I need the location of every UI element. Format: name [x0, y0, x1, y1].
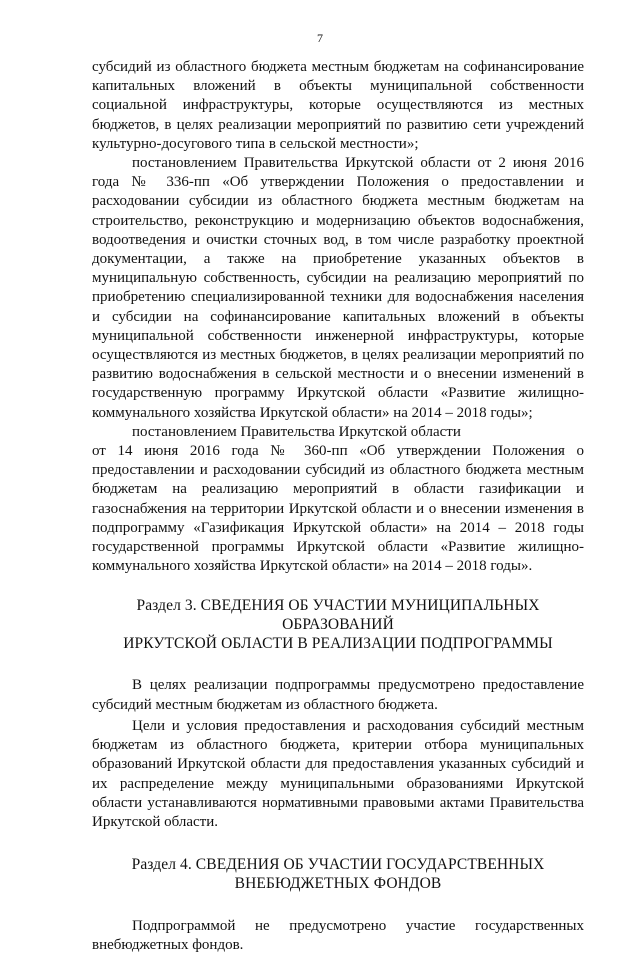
paragraph-resolution-360-line1: постановлением Правительства Иркутской области: [132, 423, 461, 440]
section-4-heading-line1: Раздел 4. СВЕДЕНИЯ ОБ УЧАСТИИ ГОСУДАРСТВЕННЫХ: [131, 856, 545, 874]
section-3-paragraph-2: Цели и условия предоставления и расходования субсидий местным бюджетам из областного бюджета, критерии отбора муниципальных образований Иркутской области для предоставления указанных субсидий и их распределение между муниципальными образованиями Иркутской области устанавливаются нормативными правовыми актами Правительства Иркутской области.: [92, 717, 584, 830]
document-body: [92, 58, 584, 956]
section-3-heading: [92, 596, 584, 653]
paragraph-subsidies-culture: субсидий из областного бюджета местным бюджетам на софинансирование капитальных вложений в объекты муниципальной собственности социальной инфраструктуры, которые осуществляются из местных бюджетов, в целях реализации мероприятий по развитию сети учреждений культурно-досугового типа в сельской местности»;: [92, 59, 584, 152]
section-3-heading-line2: ИРКУТСКОЙ ОБЛАСТИ В РЕАЛИЗАЦИИ ПОДПРОГРАММЫ: [123, 635, 553, 653]
section-3-paragraph-1: В целях реализации подпрограммы предусмотрено предоставление субсидий местным бюджетам из областного бюджета.: [92, 677, 584, 713]
section-3-heading-line1: Раздел 3. СВЕДЕНИЯ ОБ УЧАСТИИ МУНИЦИПАЛЬНЫХ ОБРАЗОВАНИЙ: [136, 597, 540, 634]
section-4-heading-line2: ВНЕБЮДЖЕТНЫХ ФОНДОВ: [234, 875, 442, 893]
page-number: 7: [317, 31, 323, 45]
paragraph-resolution-336: постановлением Правительства Иркутской области от 2 июня 2016 года № 336-пп «Об утверждении Положения о предоставлении и расходовании субсидии из областного бюджета местным бюджетам на строительство, реконструкцию и модернизацию объектов водоснабжения, водоотведения и очистки сточных вод, в том числе разработку проектной документации, а также на приобретение указанных объектов в муниципальную собственность, субсидии на реализацию мероприятий по приобретению специализированной техники для водоснабжения населения и субсидии на софинансирование капитальных вложений в объекты муниципальной собственности инженерной инфраструктуры, которые осуществляются из местных бюджетов, в целях реализации мероприятий по развитию водоснабжения в сельской местности и о внесении изменений в государственную программу Иркутской области «Развитие жилищно-коммунального хозяйства Иркутской области» на 2014 – 2018 годы»;: [92, 155, 584, 421]
paragraph-resolution-360: от 14 июня 2016 года № 360-пп «Об утверждении Положения о предоставлении и расходовании субсидий из областного бюджета местным бюджетам на реализацию мероприятий в области газификации и газоснабжения на территории Иркутской области и о внесении изменения в подпрограмму «Газификация Иркутской области» на 2014 – 2018 годы государственной программы Иркутской области «Развитие жилищно-коммунального хозяйства Иркутской области» на 2014 – 2018 годы».: [92, 443, 584, 575]
section-4-heading: [118, 855, 558, 893]
section-4-paragraph-1: Подпрограммой не предусмотрено участие государственных внебюджетных фондов.: [92, 918, 584, 954]
